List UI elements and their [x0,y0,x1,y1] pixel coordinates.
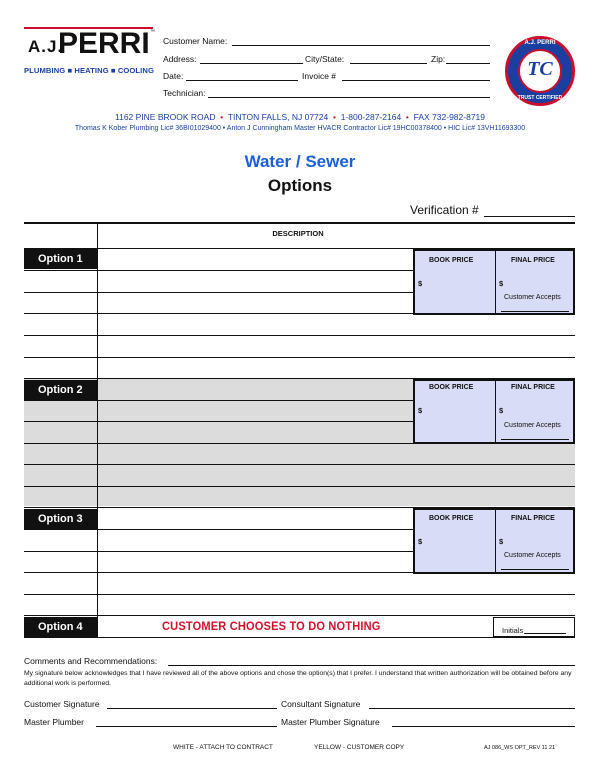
initials-box [493,617,575,637]
address-label: Address: [163,54,197,64]
row-rule [24,335,575,336]
description-header: DESCRIPTION [272,229,324,238]
book-price-header: BOOK PRICE [429,384,474,391]
option-1-label: Option 1 [24,249,97,269]
option-4-do-nothing: CUSTOMER CHOOSES TO DO NOTHING [162,619,381,633]
customer-accepts-field[interactable] [501,569,569,570]
initials-field[interactable] [524,633,566,634]
acknowledgement-text: My signature below acknowledges that I have reviewed all of the above options and chose the option(s) that I prefer. I understand that written authorization will be obtained before any additional work is performed. [24,670,572,687]
customer-name-field[interactable] [232,45,490,46]
customer-accepts-label: Customer Accepts [504,552,561,559]
comments-label: Comments and Recommendations: [24,656,158,666]
option-1-price-box [413,249,575,315]
zip-field[interactable] [446,63,490,64]
row-rule [24,464,575,465]
table-top-rule [24,222,575,224]
customer-accepts-label: Customer Accepts [504,294,561,301]
address-fax: FAX 732-982-8719 [413,112,485,122]
city-state-field[interactable] [350,63,427,64]
row-rule [24,486,575,487]
date-field[interactable] [186,80,298,81]
customer-accepts-label: Customer Accepts [504,422,561,429]
footer-yellow-copy: YELLOW - CUSTOMER COPY [314,744,405,751]
row-rule [24,615,575,616]
address-street: 1162 PINE BROOK ROAD [115,112,216,122]
final-price-dollar[interactable]: $ [499,537,504,546]
company-logo [24,26,154,84]
logo-perri: PERRI [58,27,150,60]
form-code: AJ 086_WS OPT_REV 11 21 [484,745,556,751]
master-plumber-label: Master Plumber [24,717,84,727]
row-rule [24,357,575,358]
address-phone: 1-800-287-2164 [340,112,402,122]
logo-aj: A.J. [28,37,64,56]
address-city: TINTON FALLS, NJ 07724 [227,112,329,122]
invoice-field[interactable] [342,80,490,81]
page-title: Water / Sewer [244,152,356,171]
customer-signature-label: Customer Signature [24,699,100,709]
final-price-header: FINAL PRICE [511,257,555,264]
page-subtitle: Options [267,176,333,195]
option-2-label: Option 2 [24,380,97,400]
technician-label: Technician: [163,88,206,98]
consultant-signature-label: Consultant Signature [281,699,361,709]
initials-label: Initials [502,626,524,635]
customer-name-label: Customer Name: [163,36,228,46]
description-column-divider [97,222,98,637]
book-price-dollar[interactable]: $ [418,406,423,415]
customer-accepts-field[interactable] [501,439,569,440]
book-price-dollar[interactable]: $ [418,279,423,288]
logo-trademark: ™ [150,29,155,35]
book-price-header: BOOK PRICE [429,515,474,522]
master-plumber-field[interactable] [96,726,277,727]
trust-certified-seal [505,36,575,106]
logo-tagline: PLUMBING ■ HEATING ■ COOLING [24,66,154,75]
seal-bottom-text: TRUST CERTIFIED [517,95,563,101]
seal-top-text: A.J. PERRI [524,40,556,46]
final-price-dollar[interactable]: $ [499,406,504,415]
verification-field[interactable] [484,216,575,217]
customer-signature-field[interactable] [107,708,277,709]
consultant-signature-field[interactable] [369,708,575,709]
date-label: Date: [163,71,184,81]
master-plumber-signature-label: Master Plumber Signature [281,717,380,727]
book-price-dollar[interactable]: $ [418,537,423,546]
option-2-price-box [413,379,575,444]
comments-field[interactable] [168,665,575,666]
invoice-label: Invoice # [302,71,337,81]
city-state-label: City/State: [305,54,345,64]
footer-white-copy: WHITE - ATTACH TO CONTRACT [173,744,273,751]
seal-monogram: TC [527,58,553,80]
technician-field[interactable] [208,97,490,98]
zip-label: Zip: [431,54,446,64]
address-field[interactable] [200,63,303,64]
company-address: 1162 PINE BROOK ROAD • TINTON FALLS, NJ 07724 • 1-800-287-2164 • FAX 732-982-8719 [115,112,485,122]
customer-accepts-field[interactable] [501,311,569,312]
final-price-dollar[interactable]: $ [499,279,504,288]
option-4-label: Option 4 [24,617,97,637]
row-rule [24,637,575,638]
final-price-header: FINAL PRICE [511,515,555,522]
option-3-label: Option 3 [24,509,97,529]
book-price-header: BOOK PRICE [429,257,474,264]
seal-inner [518,49,562,93]
master-plumber-signature-field[interactable] [392,726,575,727]
row-rule [24,594,575,595]
verification-label: Verification # [410,203,479,217]
option-3-price-box [413,508,575,574]
final-price-header: FINAL PRICE [511,384,555,391]
license-numbers: Thomas K Kober Plumbing Lic# 36BI01029400 • Anton J Cunningham Master HVACR Contractor Lic# 19HC00378400 • HIC Lic# 13VH11693300 [74,125,526,132]
